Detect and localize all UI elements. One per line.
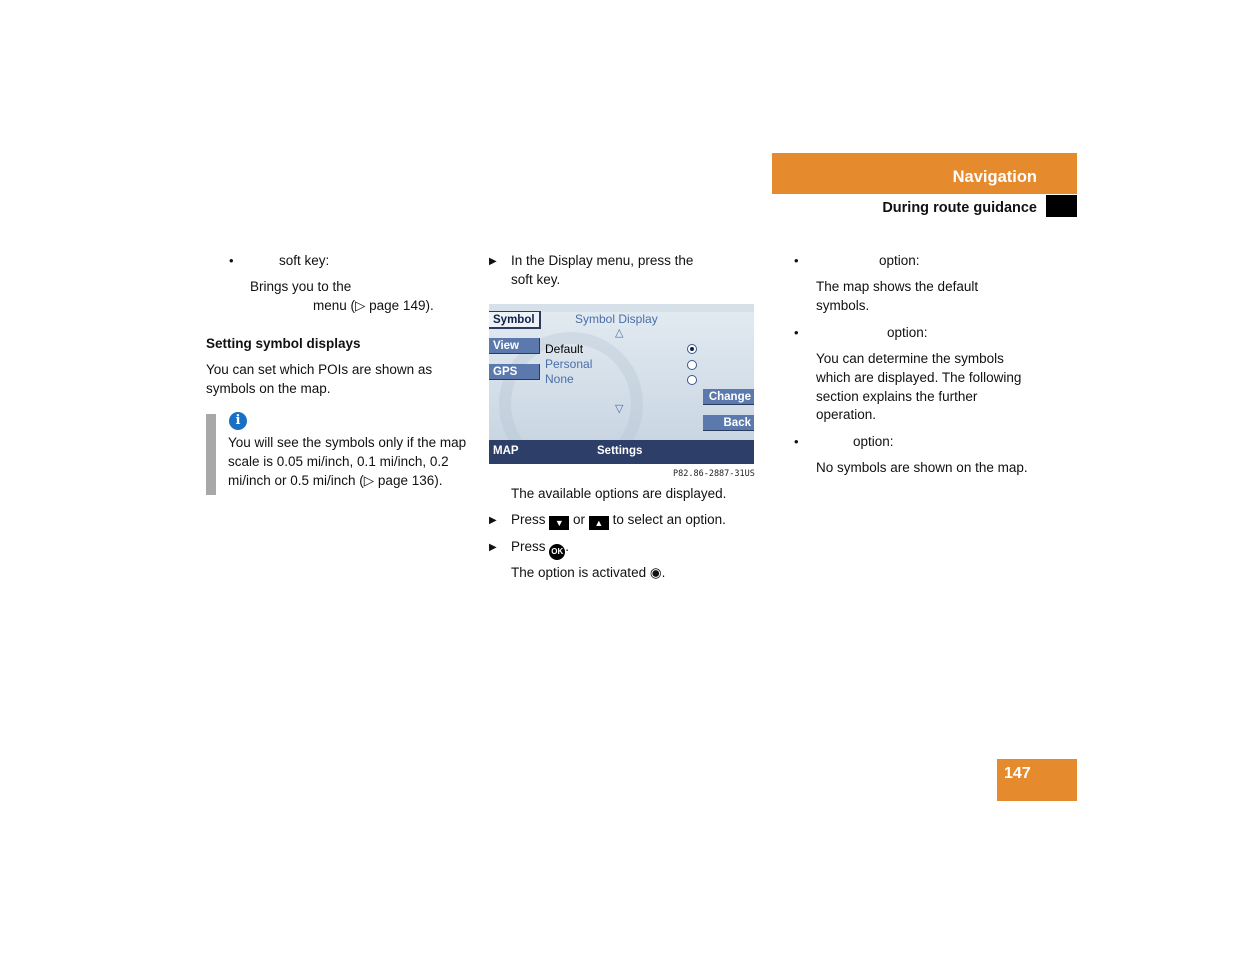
info-line2: scale is 0.05 mi/inch, 0.1 mi/inch, 0.2 — [228, 454, 449, 469]
col1-item1-label: soft key: — [279, 253, 330, 268]
option-personal[interactable]: Personal — [545, 357, 593, 371]
col1-item1-line1: Brings you to the — [250, 279, 352, 294]
figure-caption: P82.86-2887-31US — [673, 469, 755, 479]
subsection-header — [772, 194, 1077, 217]
opt3-line1: No symbols are shown on the map. — [816, 460, 1028, 475]
header-marker — [1046, 195, 1077, 217]
opt2-line4: operation. — [816, 407, 877, 422]
page-number: 147 — [1004, 765, 1031, 782]
step-arrow-icon: ▶ — [489, 256, 497, 267]
step3: Press OK . — [511, 537, 569, 560]
softkey-view[interactable]: View — [489, 338, 540, 354]
option-none[interactable]: None — [545, 372, 574, 386]
info-line3: mi/inch or 0.5 mi/inch (▷ page 136). — [228, 473, 443, 488]
radio-none[interactable] — [687, 375, 697, 385]
step2-press: Press — [511, 512, 546, 527]
section-header — [772, 153, 1077, 194]
display-screenshot — [489, 304, 754, 464]
step1-line2: soft key. — [511, 272, 561, 287]
radio-personal[interactable] — [687, 360, 697, 370]
opt2-line3: section explains the further — [816, 389, 978, 404]
step2-rest: to select an option. — [612, 512, 726, 527]
softkey-back[interactable]: Back — [703, 415, 754, 431]
bullet-icon: • — [229, 253, 234, 268]
section-title: Navigation — [952, 168, 1037, 186]
opt2-label: option: — [887, 325, 928, 340]
step2 — [511, 510, 726, 530]
section-heading: Setting symbol displays — [206, 336, 361, 351]
col1-para-line1: You can set which POIs are shown as — [206, 362, 433, 377]
bullet-icon: • — [794, 253, 799, 268]
scroll-up-icon: △ — [615, 327, 624, 339]
info-sidebar — [206, 414, 216, 495]
col1-para-line2: symbols on the map. — [206, 381, 331, 396]
softkey-symbol[interactable]: Symbol — [489, 312, 540, 328]
step3-press: Press — [511, 539, 546, 554]
screen-title: Symbol Display — [575, 312, 658, 326]
opt1-line1: The map shows the default — [816, 279, 979, 294]
up-key-icon: ▲ — [589, 516, 609, 530]
softkey-change[interactable]: Change — [703, 389, 754, 405]
bullet-icon: • — [794, 434, 799, 449]
opt1-line2: symbols. — [816, 298, 870, 313]
ok-key-icon: OK — [549, 544, 565, 560]
step2-or: or — [573, 512, 586, 527]
opt2-line1: You can determine the symbols — [816, 351, 1004, 366]
down-key-icon: ▼ — [549, 516, 569, 530]
softkey-gps[interactable]: GPS — [489, 364, 540, 380]
step-arrow-icon: ▶ — [489, 515, 497, 526]
result1: The available options are displayed. — [511, 486, 727, 501]
scroll-down-icon: ▽ — [615, 403, 624, 415]
result2: The option is activated ◉. — [511, 565, 666, 580]
status-settings: Settings — [597, 445, 643, 457]
opt2-line2: which are displayed. The following — [816, 370, 1022, 385]
status-map: MAP — [493, 445, 519, 457]
opt1-label: option: — [879, 253, 920, 268]
bullet-icon: • — [794, 325, 799, 340]
subsection-title: During route guidance — [882, 200, 1037, 216]
info-line1: You will see the symbols only if the map — [228, 435, 467, 450]
screen-status-bar — [489, 440, 754, 464]
info-icon: i — [229, 412, 247, 430]
radio-default-selected[interactable] — [687, 344, 697, 354]
col1-item1-line2: menu (▷ page 149). — [313, 298, 434, 313]
page-number-box — [997, 759, 1077, 801]
step1-line1: In the Display menu, press the — [511, 253, 694, 268]
step-arrow-icon: ▶ — [489, 542, 497, 553]
option-default[interactable]: Default — [545, 342, 584, 356]
opt3-label: option: — [853, 434, 894, 449]
